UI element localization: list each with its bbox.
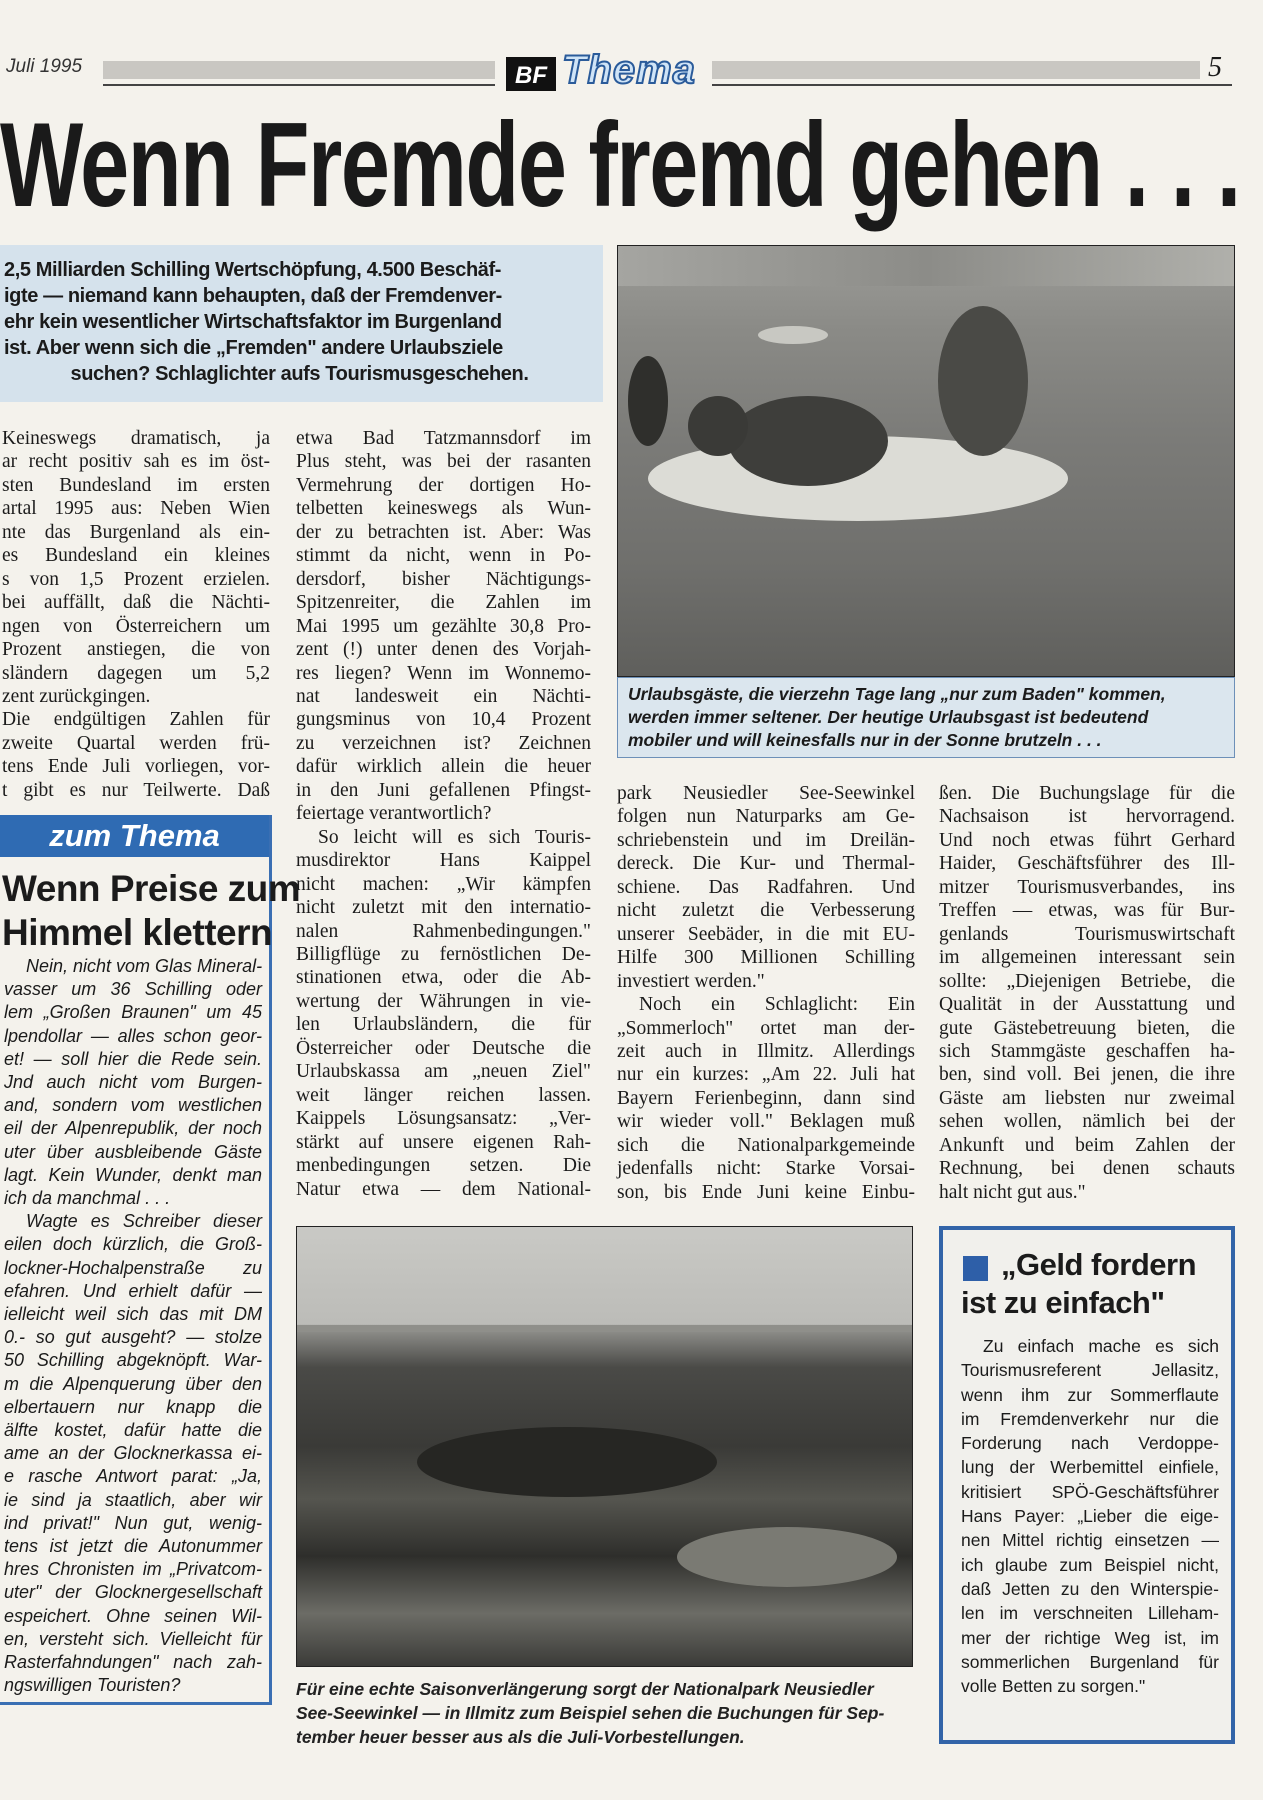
text-line: sollte: „Diejenigen Betriebe, die <box>939 970 1235 992</box>
text-line: daß Jetten zu den Winterspie- <box>961 1578 1219 1599</box>
text-line: ie sind ja staatlich, aber wir <box>4 1489 262 1510</box>
text-line: schriebenstein und im Dreilän- <box>617 829 915 851</box>
text-line: Billigflüge zu fernöstlichen De- <box>296 943 591 965</box>
text-line: hres Chronisten im „Privatcom- <box>4 1559 262 1580</box>
photo-raft-bathers <box>617 245 1235 677</box>
text-line: Keineswegs dramatisch, ja <box>2 428 270 449</box>
text-line: stärkt auf unsere eigenen Rah- <box>296 1131 591 1153</box>
text-line: Die endgültigen Zahlen für <box>2 709 270 731</box>
text-line: Jnd auch nicht vom Burgen- <box>4 1072 262 1093</box>
text-line: nicht machen: „Wir kämpfen <box>296 873 591 895</box>
header-line-left <box>103 84 495 86</box>
article-column-1 <box>2 427 270 802</box>
photo-person <box>688 396 748 456</box>
text-line: zent (!) unter denen des Vorjah- <box>296 639 591 661</box>
text-line: ich da manchmal . . . <box>4 1188 171 1209</box>
article-column-2 <box>296 427 591 1201</box>
text-line: len Urlaubsländern, die für <box>296 1014 591 1036</box>
photo-person <box>938 306 1028 456</box>
text-line: en, versteht sich. Vielleicht für <box>4 1628 262 1649</box>
deck-line: 2,5 Milliarden Schilling Wertschöpfung, 4.500 Beschäf- <box>4 259 502 281</box>
page-number: 5 <box>1208 52 1222 83</box>
caption-line: Urlaubsgäste, die vierzehn Tage lang „nur zum Baden" kommen, <box>628 684 1166 704</box>
text-line: lagt. Kein Wunder, denkt man <box>4 1164 262 1185</box>
text-line: bei auffällt, daß die Nächti- <box>2 592 270 614</box>
text-line: mitzer Tourismusverbandes, ins <box>939 876 1235 898</box>
text-line: lem „Großen Braunen" um 45 <box>4 1002 262 1023</box>
text-line: Und noch etwas führt Gerhard <box>939 829 1235 851</box>
sidebar-title <box>2 867 300 955</box>
text-line: nicht zuletzt die Verbesserung <box>617 900 915 922</box>
text-line: gute Gästebetreuung bieten, die <box>939 1017 1235 1039</box>
text-line: telbetten keineswegs als Wun- <box>296 498 591 520</box>
text-line: zeit auch in Illmitz. Allerdings <box>617 1040 915 1062</box>
text-line: kritisiert SPÖ-Geschäftsführer <box>961 1481 1219 1502</box>
text-line: ielleicht weil sich das mit DM <box>4 1304 262 1325</box>
text-line: Gäste am liebsten nur zweimal <box>939 1087 1235 1109</box>
text-line: sich Stammgäste geschaffen ha- <box>939 1040 1235 1062</box>
text-line: sommerlichen Burgenland für <box>961 1651 1219 1672</box>
text-line: ich glaube zum Beispiel nicht, <box>961 1554 1219 1575</box>
text-line: efahren. Und erhielt dafür — <box>4 1280 262 1301</box>
text-line: Tourismusreferent Jellasitz, <box>961 1360 1219 1381</box>
text-line: Noch ein Schlaglicht: Ein <box>639 994 915 1016</box>
deck-box <box>0 245 603 402</box>
text-line: uter" der Glocknergesellschaft <box>4 1582 262 1603</box>
text-line: Rechnung, bei denen schauts <box>939 1158 1235 1180</box>
text-line: Qualität in der Ausstattung und <box>939 994 1235 1016</box>
photo-national-park <box>296 1226 913 1667</box>
text-line: Ankunft und beim Zahlen der <box>939 1134 1235 1156</box>
text-line: Österreicher oder Deutsche die <box>296 1037 591 1059</box>
text-line: So leicht will es sich Touris- <box>318 826 591 848</box>
text-line: Bayern Ferienbeginn, dann sind <box>617 1087 915 1109</box>
text-line: lung der Werbemittel einfiele, <box>961 1457 1219 1478</box>
title-line: Himmel klettern <box>2 912 273 953</box>
text-line: wenn ihm zur Sommerflaute <box>961 1384 1219 1405</box>
caption-line: Für eine echte Saisonverlängerung sorgt der Nationalpark Neusiedler <box>296 1679 874 1699</box>
text-line: es Bundesland ein kleines <box>2 545 270 567</box>
bf-logo: BF <box>506 57 556 91</box>
text-line: zweite Quartal werden frü- <box>2 732 270 754</box>
header-rule-right <box>712 61 1200 79</box>
text-line: dafür wirklich allein die heuer <box>296 756 591 778</box>
text-line: stinationen etwa, oder die Ab- <box>296 967 591 989</box>
text-line: jedenfalls nicht: Starke Vorsai- <box>617 1158 915 1180</box>
text-line: nat landesweit ein Nächti- <box>296 685 591 707</box>
deck-line: ehr kein wesentlicher Wirtschaftsfaktor im Burgenland <box>4 311 502 333</box>
text-line: weit länger reichen lassen. <box>296 1084 591 1106</box>
sidebar-body <box>4 955 262 1698</box>
article-column-4 <box>939 782 1235 1204</box>
text-line: investiert werden." <box>617 970 765 992</box>
text-line: 0.- so gut ausgeht? — stolze <box>4 1327 262 1348</box>
text-line: wir wieder voll." Beklagen muß <box>617 1111 915 1133</box>
text-line: Nein, nicht vom Glas Mineral- <box>26 956 263 976</box>
header-rule-left <box>103 61 495 79</box>
text-line: halt nicht gut aus." <box>939 1181 1086 1203</box>
text-line: ßen. Die Buchungslage für die <box>939 783 1235 804</box>
text-line: im Fremdenverkehr nur die <box>961 1408 1219 1429</box>
text-line: eil der Alpenrepublik, der noch <box>4 1118 262 1139</box>
text-line: Natur etwa — dem National- <box>296 1178 591 1200</box>
deck-line: igte — niemand kann behaupten, daß der Fremdenver- <box>4 285 502 307</box>
text-line: artal 1995 aus: Neben Wien <box>2 498 270 520</box>
text-line: wertung der Währungen in vie- <box>296 990 591 1012</box>
text-line: nalen Rahmenbedingungen." <box>296 920 591 942</box>
text-line: Forderung nach Verdoppe- <box>961 1433 1219 1454</box>
text-line: Kaippels Lösungsansatz: „Ver- <box>296 1108 591 1130</box>
text-line: lockner-Hochalpenstraße zu <box>4 1257 262 1278</box>
text-line: Hilfe 300 Millionen Schilling <box>617 947 915 969</box>
text-line: 50 Schilling abgeknöpft. War- <box>4 1350 262 1371</box>
caption-line: See-Seewinkel — in Illmitz zum Beispiel sehen die Buchungen für Sep- <box>296 1703 885 1723</box>
photo-horizon <box>297 1325 913 1331</box>
text-line: menbedingungen setzen. Die <box>296 1155 591 1177</box>
text-line: in den Juni gefallenen Pfingst- <box>296 779 591 801</box>
text-line: t gibt es nur Teilwerte. Daß <box>2 779 270 801</box>
text-line: Urlaubskassa am „neuen Ziel" <box>296 1061 591 1083</box>
photo-meadow <box>677 1527 897 1587</box>
deck-line: suchen? Schlaglichter aufs Tourismusgeschehen. <box>70 363 529 385</box>
text-line: e rasche Antwort parat: „Ja, <box>4 1466 262 1487</box>
text-line: Plus steht, was bei der rasanten <box>296 451 591 473</box>
zum-thema-band: zum Thema <box>0 815 269 857</box>
text-line: zu verzeichnen ist? Zeichnen <box>296 732 591 754</box>
text-line: unserer Seebäder, in die mit EU- <box>617 923 915 945</box>
text-line: folgen nun Naturparks am Ge- <box>617 806 915 828</box>
issue-date: Juli 1995 <box>6 56 83 77</box>
text-line: sehen wollen, nämlich bei der <box>939 1111 1235 1133</box>
text-line: feiertage verantwortlich? <box>296 803 492 825</box>
text-line: Treffen — etwas, was für Bur- <box>939 900 1235 922</box>
text-line: uter über ausbleibende Gäste <box>4 1141 262 1162</box>
text-line: Spitzenreiter, die Zahlen im <box>296 592 591 614</box>
title-line: ist zu einfach" <box>961 1285 1165 1320</box>
text-line: ben, sind voll. Bei jenen, die ihre <box>939 1064 1235 1086</box>
photo1-caption <box>617 677 1235 758</box>
text-line: nicht zuletzt mit den internatio- <box>296 897 591 919</box>
text-line: son, bis Ende Juni keine Einbu- <box>617 1181 915 1203</box>
photo2-caption <box>296 1677 932 1749</box>
text-line: zent zurückgingen. <box>2 685 151 707</box>
text-line: nte das Burgenland als ein- <box>2 521 270 543</box>
text-line: Rasterfahndungen" nach zah- <box>4 1652 262 1673</box>
thema-logo: Thema <box>562 48 696 92</box>
text-line: eilen doch kürzlich, die Groß- <box>4 1234 262 1255</box>
article-column-3 <box>617 782 915 1204</box>
text-line: Wagte es Schreiber dieser <box>26 1211 262 1232</box>
text-line: dereck. Die Kur- und Thermal- <box>617 853 915 875</box>
text-line: lpendollar — alles schon geor- <box>4 1025 262 1046</box>
text-line: et! — soll hier die Rede sein. <box>4 1048 262 1069</box>
text-line: and, sondern vom westlichen <box>4 1095 262 1116</box>
text-line: sländern dagegen um 5,2 <box>2 662 270 684</box>
photo-person <box>628 356 668 446</box>
text-line: s von 1,5 Prozent erzielen. <box>2 568 270 590</box>
text-line: volle Betten zu sorgen." <box>961 1676 1146 1697</box>
text-line: schiene. Das Radfahren. Und <box>617 876 915 898</box>
text-line: Nachsaison ist hervorragend. <box>939 806 1235 828</box>
text-line: älfte kostet, dafür hatte die <box>4 1420 262 1441</box>
caption-line: werden immer seltener. Der heutige Urlaubsgast ist bedeutend <box>628 707 1149 727</box>
deck-line: ist. Aber wenn sich die „Fremden" andere Urlaubsziele <box>4 337 503 359</box>
text-line: len im verschneiten Lilleham- <box>961 1603 1219 1624</box>
text-line: Zu einfach mache es sich <box>983 1336 1219 1356</box>
zum-thema-sidebar <box>0 815 301 1705</box>
photo-shrubs <box>417 1427 717 1497</box>
text-line: stimmt da nicht, wenn in Po- <box>296 545 591 567</box>
text-line: ame an der Glocknerkassa ei- <box>4 1443 262 1464</box>
photo-person <box>728 396 888 486</box>
text-line: etwa Bad Tatzmannsdorf im <box>296 428 591 449</box>
caption-line: tember heuer besser aus als die Juli-Vorbestellungen. <box>296 1727 745 1747</box>
text-line: im allgemeinen interessant sein <box>939 947 1235 969</box>
geld-fordern-box <box>939 1226 1235 1744</box>
text-line: nen Mittel richtig einsetzen — <box>961 1530 1219 1551</box>
photo-float <box>758 326 828 344</box>
text-line: ngswilligen Touristen? <box>4 1675 181 1696</box>
caption-line: mobiler und will keinesfalls nur in der Sonne brutzeln . . . <box>628 730 1102 750</box>
text-line: „Sommerloch" ortet man der- <box>617 1017 915 1039</box>
text-line: sten Bundesland im ersten <box>2 474 270 496</box>
text-line: Mai 1995 um gezählte 30,8 Pro- <box>296 615 591 637</box>
headline: Wenn Fremde fremd gehen . . . <box>0 98 1240 232</box>
title-line: Wenn Preise zum <box>2 868 301 909</box>
text-line: tens ist jetzt die Autonummer <box>4 1536 262 1557</box>
text-line: mer der richtige Weg ist, im <box>961 1627 1219 1648</box>
text-line: Hans Payer: „Lieber die eige- <box>961 1506 1219 1527</box>
text-line: vasser um 36 Schilling oder <box>4 979 262 1000</box>
text-line: Prozent anstiegen, die von <box>2 639 270 661</box>
text-line: genlands Tourismuswirtschaft <box>939 923 1235 945</box>
text-line: dersdorf, bisher Nächtigungs- <box>296 568 591 590</box>
box-body <box>961 1334 1219 1698</box>
text-line: ngen von Österreichern um <box>2 615 270 637</box>
title-line: „Geld fordern <box>1001 1247 1197 1282</box>
text-line: sich die Nationalparkgemeinde <box>617 1134 915 1156</box>
header-line-right <box>712 84 1232 86</box>
text-line: Haider, Geschäftsführer des Ill- <box>939 853 1235 875</box>
text-line: der zu betrachten ist. Aber: Was <box>296 521 591 543</box>
text-line: res liegen? Wenn im Wonnemo- <box>296 662 591 684</box>
text-line: ind privat!" Nun gut, wenig- <box>4 1512 262 1533</box>
text-line: musdirektor Hans Kaippel <box>296 850 591 872</box>
text-line: Vermehrung der dortigen Ho- <box>296 474 591 496</box>
text-line: tens Ende Juli vorliegen, vor- <box>2 756 270 778</box>
text-line: park Neusiedler See-Seewinkel <box>617 783 915 804</box>
text-line: elbertauern nur knapp die <box>4 1396 262 1417</box>
text-line: espeichert. Ohne seinen Wil- <box>4 1605 262 1626</box>
photo-shore <box>618 246 1235 286</box>
box-title <box>961 1246 1231 1322</box>
text-line: gungsminus von 10,4 Prozent <box>296 709 591 731</box>
text-line: ar recht positiv sah es im öst- <box>2 451 270 473</box>
text-line: m die Alpenquerung über den <box>4 1373 262 1394</box>
text-line: nur ein kurzes: „Am 22. Juli hat <box>617 1064 915 1086</box>
